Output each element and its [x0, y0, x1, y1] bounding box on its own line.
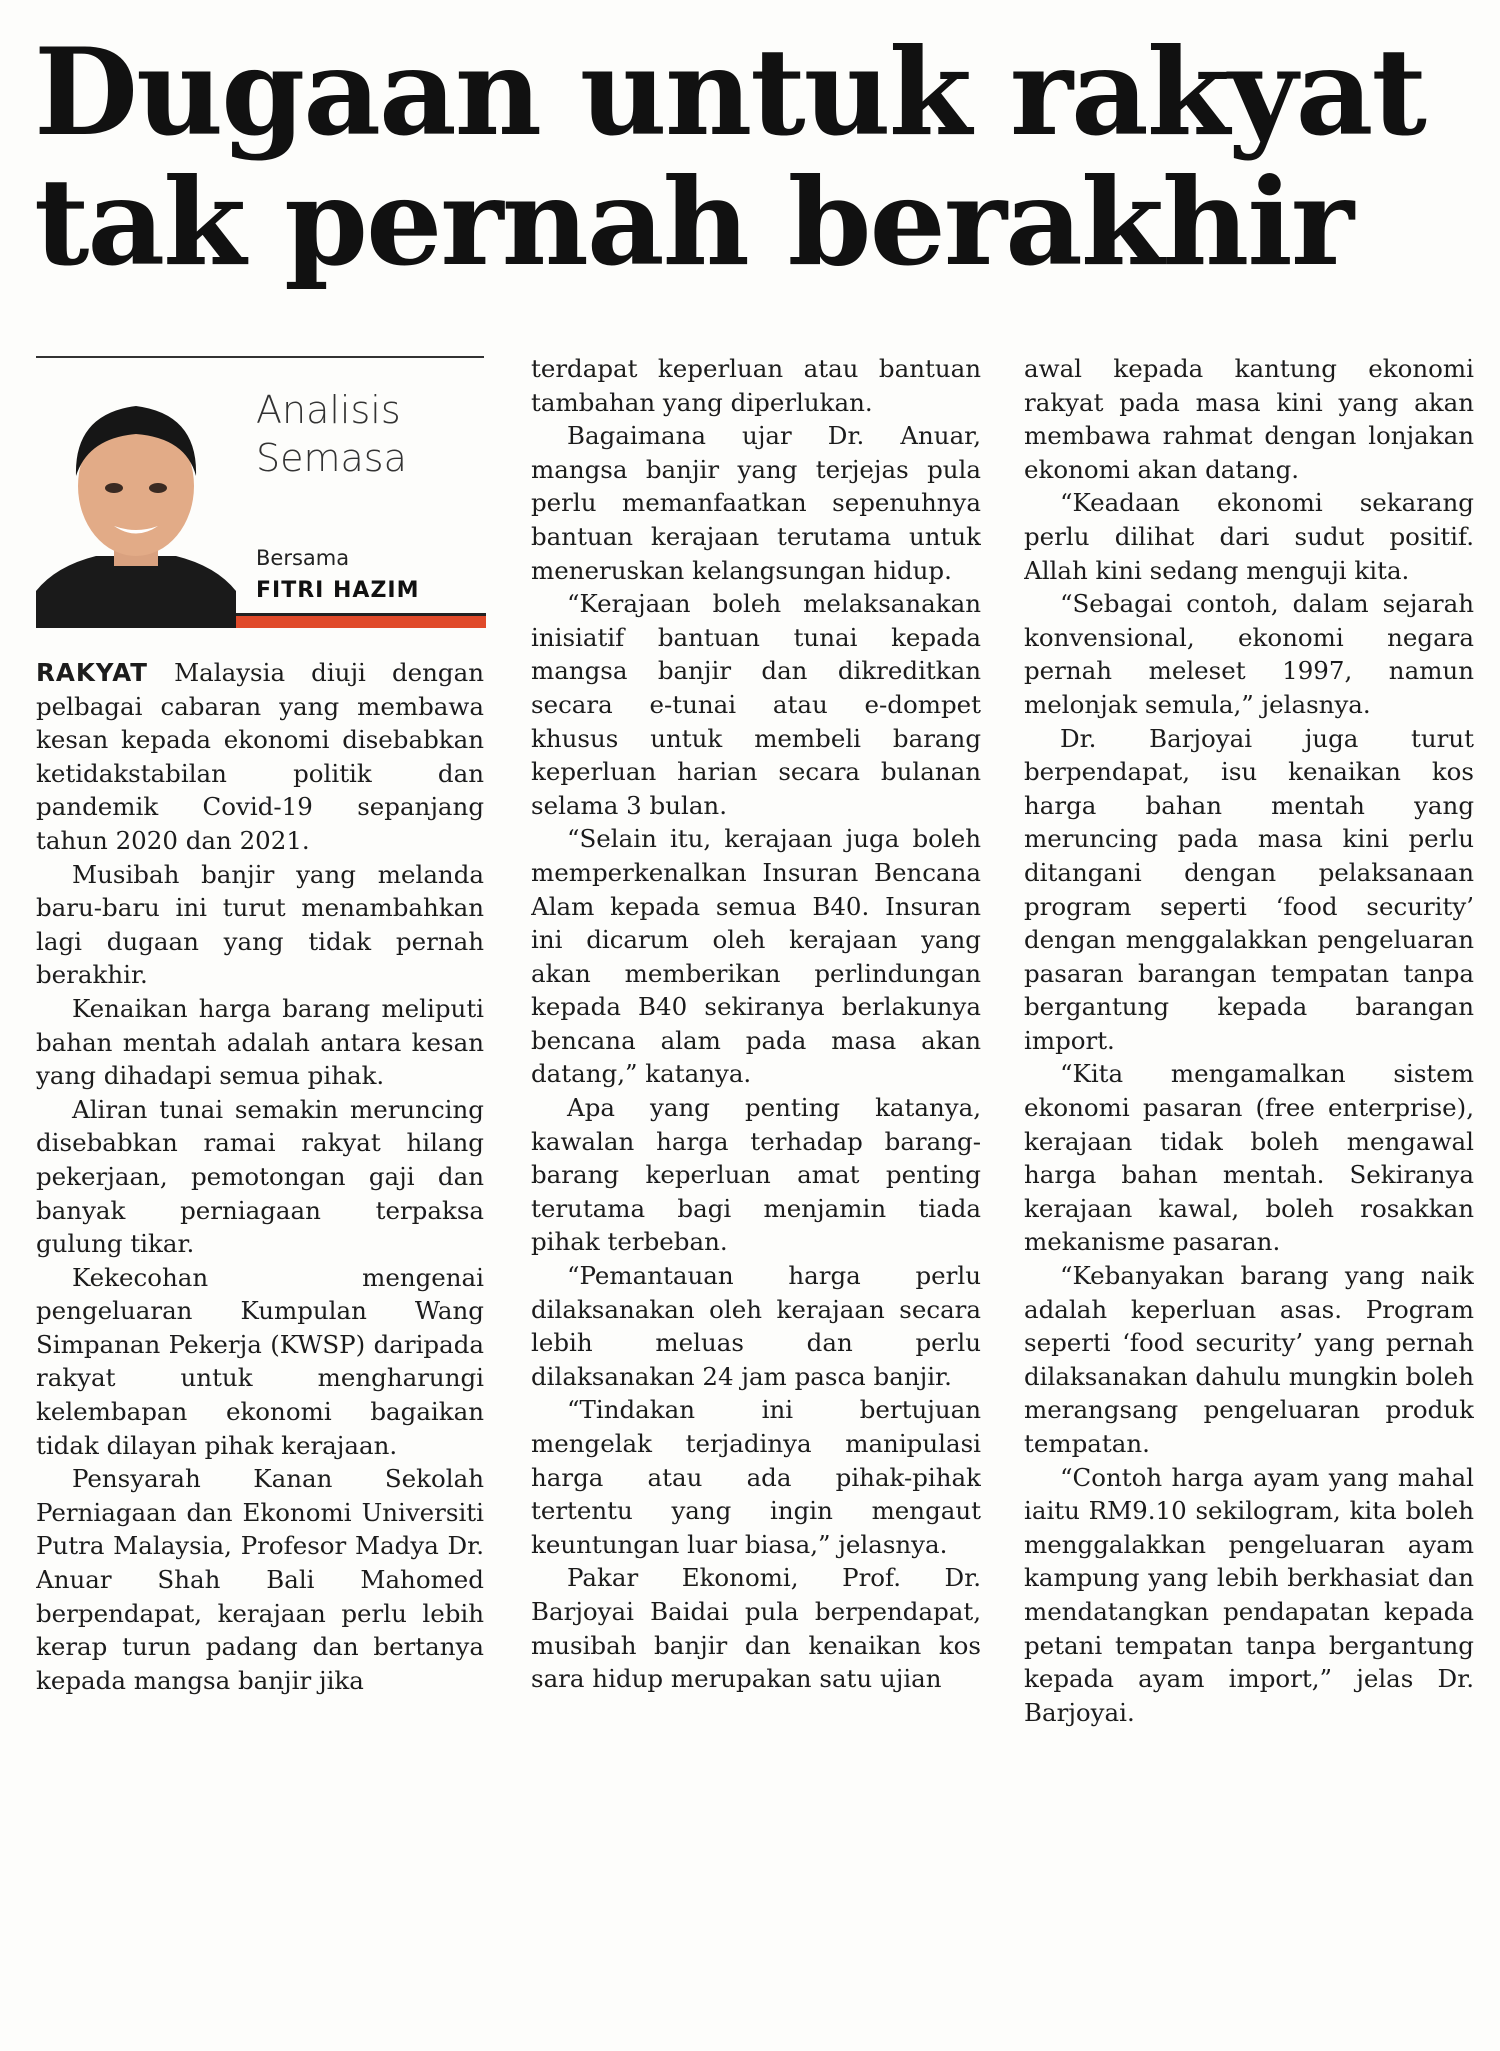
paragraph: “Kebanyakan barang yang naik adalah keperluan asas. Program seperti ‘food security’ yang pernah dilaksanakan dahulu mungkin boleh merangsang pengeluaran produk tempatan.: [1024, 1261, 1474, 1458]
paragraph: Musibah banjir yang melanda baru-baru ini turut menambahkan lagi dugaan yang tidak pernah berakhir.: [36, 859, 484, 990]
paragraph-text: Malaysia diuji dengan pelbagai cabaran yang membawa kesan kepada ekonomi disebabkan ketidakstabilan politik dan pandemik Covid-19 sepanjang tahun 2020 dan 2021.: [36, 658, 484, 855]
headline-line-2: tak pernah berakhir: [34, 152, 1353, 293]
article-column-2: [531, 352, 981, 1747]
author-photo: [36, 376, 236, 628]
paragraph: Kenaikan harga barang meliputi bahan mentah adalah antara kesan yang dihadapi semua pihak.: [36, 993, 484, 1091]
byline-box: [36, 356, 486, 632]
paragraph: [36, 656, 484, 858]
paragraph: Dr. Barjoyai juga turut berpendapat, isu kenaikan kos harga bahan mentah yang meruncing pada masa kini perlu ditangani dengan pelaksanaan program seperti ‘food security’ dengan menggalakkan pengeluaran pasaran barangan tempatan tanpa bergantung kepada barangan import.: [1024, 723, 1474, 1055]
paragraph: “Contoh harga ayam yang mahal iaitu RM9.10 sekilogram, kita boleh menggalakkan pengeluaran ayam kampung yang lebih berkhasiat dan mendatangkan pendapatan kepada petani tempatan tanpa bergantung kepada ayam import,” jelas Dr. Barjoyai.: [1024, 1462, 1474, 1727]
byline-top-rule: [36, 356, 484, 358]
paragraph: “Tindakan ini bertujuan mengelak terjadinya manipulasi harga atau ada pihak-pihak tertentu yang ingin mengaut keuntungan luar biasa,” jelasnya.: [531, 1395, 981, 1559]
paragraph: “Pemantauan harga perlu dilaksanakan oleh kerajaan secara lebih meluas dan perlu dilaksanakan 24 jam pasca banjir.: [531, 1261, 981, 1391]
paragraph: “Keadaan ekonomi sekarang perlu dilihat dari sudut positif. Allah kini sedang menguji kita.: [1024, 488, 1474, 585]
paragraph: “Kita mengamalkan sistem ekonomi pasaran (free enterprise), kerajaan tidak boleh mengawal harga bahan mentah. Sekiranya kerajaan kawal, boleh rosakkan mekanisme pasaran.: [1024, 1059, 1474, 1257]
paragraph: Apa yang penting katanya, kawalan harga terhadap barang-barang keperluan amat penting terutama bagi menjamin tiada pihak terbeban.: [531, 1093, 981, 1257]
headline-line-1: Dugaan untuk rakyat: [34, 22, 1425, 163]
byline-accent-bar: [236, 616, 486, 628]
paragraph: Kekecohan mengenai pengeluaran Kumpulan Wang Simpanan Pekerja (KWSP) daripada rakyat untuk mengharungi kelembapan ekonomi bagaikan tidak dilayan pihak kerajaan.: [36, 1262, 484, 1460]
paragraph: “Kerajaan boleh melaksanakan inisiatif bantuan tunai kepada mangsa banjir dan dikreditkan secara e-tunai atau e-dompet khusus untuk membeli barang keperluan harian secara bulanan selama 3 bulan.: [531, 589, 981, 820]
paragraph: “Selain itu, kerajaan juga boleh memperkenalkan Insuran Bencana Alam kepada semua B40. Insuran ini dicarum oleh kerajaan yang akan memberikan perlindungan kepada B40 sekiranya berlakunya bencana alam pada masa akan datang,” katanya.: [531, 824, 981, 1089]
column-kicker: [256, 386, 407, 482]
article-column-1: [36, 656, 484, 2051]
paragraph: Pakar Ekonomi, Prof. Dr. Barjoyai Baidai pula berpendapat, musibah banjir dan kenaikan kos sara hidup merupakan satu ujian: [531, 1563, 981, 1694]
headline: [34, 22, 1474, 293]
article-column-3: [1024, 352, 1474, 1747]
lead-word: RAKYAT: [36, 658, 148, 687]
paragraph: “Sebagai contoh, dalam sejarah konvensional, ekonomi negara pernah meleset 1997, namun melonjak semula,” jelasnya.: [1024, 589, 1474, 719]
byline-with-label: Bersama: [256, 546, 350, 570]
kicker-line-1: Analisis: [256, 388, 401, 432]
paragraph: awal kepada kantung ekonomi rakyat pada masa kini yang akan membawa rahmat dengan lonjakan ekonomi akan datang.: [1024, 354, 1474, 484]
author-name: FITRI HAZIM: [256, 578, 420, 603]
paragraph: terdapat keperluan atau bantuan tambahan yang diperlukan.: [531, 354, 981, 417]
kicker-line-2: Semasa: [256, 436, 407, 480]
paragraph: Bagaimana ujar Dr. Anuar, mangsa banjir yang terjejas pula perlu memanfaatkan sepenuhnya bantuan kerajaan terutama untuk meneruskan kelangsungan hidup.: [531, 421, 981, 585]
paragraph: Pensyarah Kanan Sekolah Perniagaan dan Ekonomi Universiti Putra Malaysia, Profesor Madya Dr. Anuar Shah Bali Mahomed berpendapat, kerajaan perlu lebih kerap turun padang dan bertanya kepada mangsa banjir jika: [36, 1464, 484, 1695]
paragraph: Aliran tunai semakin meruncing disebabkan ramai rakyat hilang pekerjaan, pemotongan gaji dan banyak perniagaan terpaksa gulung tikar.: [36, 1094, 484, 1259]
